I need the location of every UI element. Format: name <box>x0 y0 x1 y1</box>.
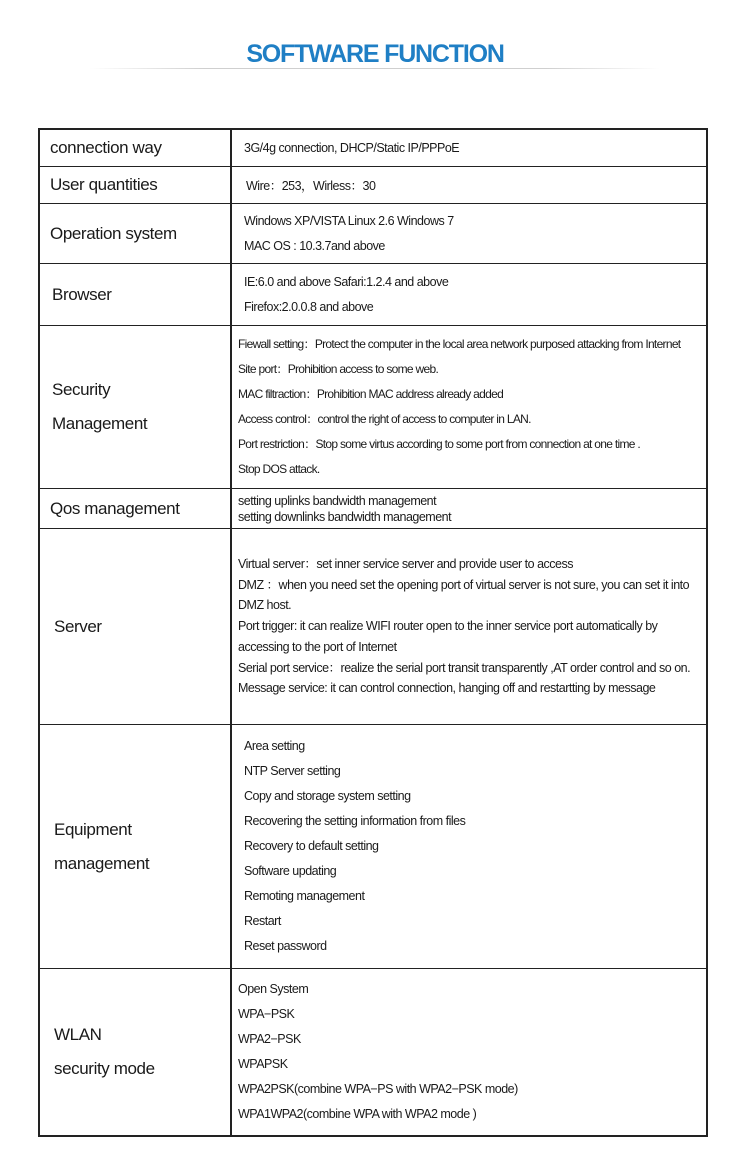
row-content <box>232 326 706 488</box>
content-line: Software updating <box>244 864 337 878</box>
row-label <box>40 204 232 263</box>
content-line: WPAPSK <box>238 1057 288 1071</box>
row-label-text: Equipment <box>54 819 132 839</box>
content-line: Stop DOS attack. <box>238 462 320 476</box>
content-line: WPA2−PSK <box>238 1032 301 1046</box>
spec-table <box>38 128 708 1137</box>
row-label <box>40 167 232 203</box>
row-label-text: Browser <box>52 284 112 304</box>
row-label-text: WLAN <box>54 1025 102 1044</box>
row-content <box>232 204 706 263</box>
row-label <box>40 130 232 166</box>
content-line: NTP Server setting <box>244 764 341 778</box>
content-line: Port restriction：Stop some virtus according to some port from connection at one time . <box>238 437 640 451</box>
spec-row-os <box>40 203 706 263</box>
content-line: Virtual server：set inner service server and provide user to access <box>238 556 573 571</box>
row-content <box>232 969 706 1135</box>
row-label-text: Security <box>52 380 111 399</box>
content-line: setting downlinks bandwidth management <box>238 509 452 524</box>
row-label <box>40 725 232 968</box>
row-content <box>232 725 706 968</box>
content-line: Wire：253，Wirless：30 <box>246 179 376 193</box>
row-content <box>232 529 706 724</box>
content-line: setting uplinks bandwidth management <box>238 493 437 508</box>
row-label-text: Operation system <box>50 223 177 243</box>
row-label <box>40 969 232 1135</box>
row-label-text: management <box>54 853 150 873</box>
spec-row-equipment <box>40 724 706 968</box>
content-line: Site port：Prohibition access to some web. <box>238 362 439 376</box>
content-line: Recovery to default setting <box>244 839 379 853</box>
content-line: Port trigger: it can realize WIFI router open to the inner service port automatically by accessing to the port of Internet <box>238 619 658 654</box>
row-label <box>40 264 232 325</box>
spec-row-security <box>40 325 706 488</box>
content-line: WPA−PSK <box>238 1007 295 1021</box>
content-line: Recovering the setting information from files <box>244 814 466 828</box>
content-line: Reset password <box>244 939 327 953</box>
content-line: DMZ ：when you need set the opening port of virtual server is not sure, you can set it into DMZ host. <box>238 577 690 613</box>
content-line: Serial port service：realize the serial port transit transparently ,AT order control and so on. <box>238 660 691 675</box>
content-line: Remoting management <box>244 889 365 903</box>
page-title: SOFTWARE FUNCTION <box>246 40 504 68</box>
spec-row-qos <box>40 488 706 528</box>
content-line: 3G/4g connection, DHCP/Static IP/PPPoE <box>244 141 460 155</box>
content-line: Firefox:2.0.0.8 and above <box>244 299 374 314</box>
content-line: Message service: it can control connection, hanging off and restartting by message <box>238 681 656 696</box>
row-label <box>40 326 232 488</box>
content-line: Windows XP/VISTA Linux 2.6 Windows 7 <box>244 213 454 228</box>
content-line: WPA2PSK(combine WPA−PS with WPA2−PSK mode) <box>238 1082 518 1096</box>
row-label <box>40 529 232 724</box>
spec-row-wlan <box>40 968 706 1135</box>
content-line: Fiewall setting：Protect the computer in the local area network purposed attacking from Internet <box>238 337 681 351</box>
row-label-text: Qos management <box>50 498 180 518</box>
content-line: Access control：control the right of access to computer in LAN. <box>238 412 531 426</box>
content-line: IE:6.0 and above Safari:1.2.4 and above <box>244 274 449 289</box>
content-line: Copy and storage system setting <box>244 789 411 803</box>
title-divider <box>90 68 660 69</box>
spec-row-users <box>40 166 706 203</box>
content-line: Area setting <box>244 739 305 753</box>
spec-row-server <box>40 528 706 724</box>
row-content <box>232 167 706 203</box>
row-content <box>232 489 706 528</box>
row-label-text: Server <box>54 616 102 636</box>
row-content <box>232 130 706 166</box>
content-line: MAC filtraction：Prohibition MAC address already added <box>238 387 504 401</box>
spec-row-connection <box>40 130 706 166</box>
row-content <box>232 264 706 325</box>
row-label-text: Management <box>52 414 148 433</box>
row-label-text: connection way <box>50 138 162 157</box>
spec-row-browser <box>40 263 706 325</box>
content-line: Restart <box>244 914 281 928</box>
content-line: Open System <box>238 982 309 996</box>
row-label-text: security mode <box>54 1059 155 1078</box>
row-label-text: User quantities <box>50 175 158 194</box>
content-line: MAC OS : 10.3.7and above <box>244 238 385 253</box>
row-label <box>40 489 232 528</box>
content-line: WPA1WPA2(combine WPA with WPA2 mode ) <box>238 1107 477 1121</box>
